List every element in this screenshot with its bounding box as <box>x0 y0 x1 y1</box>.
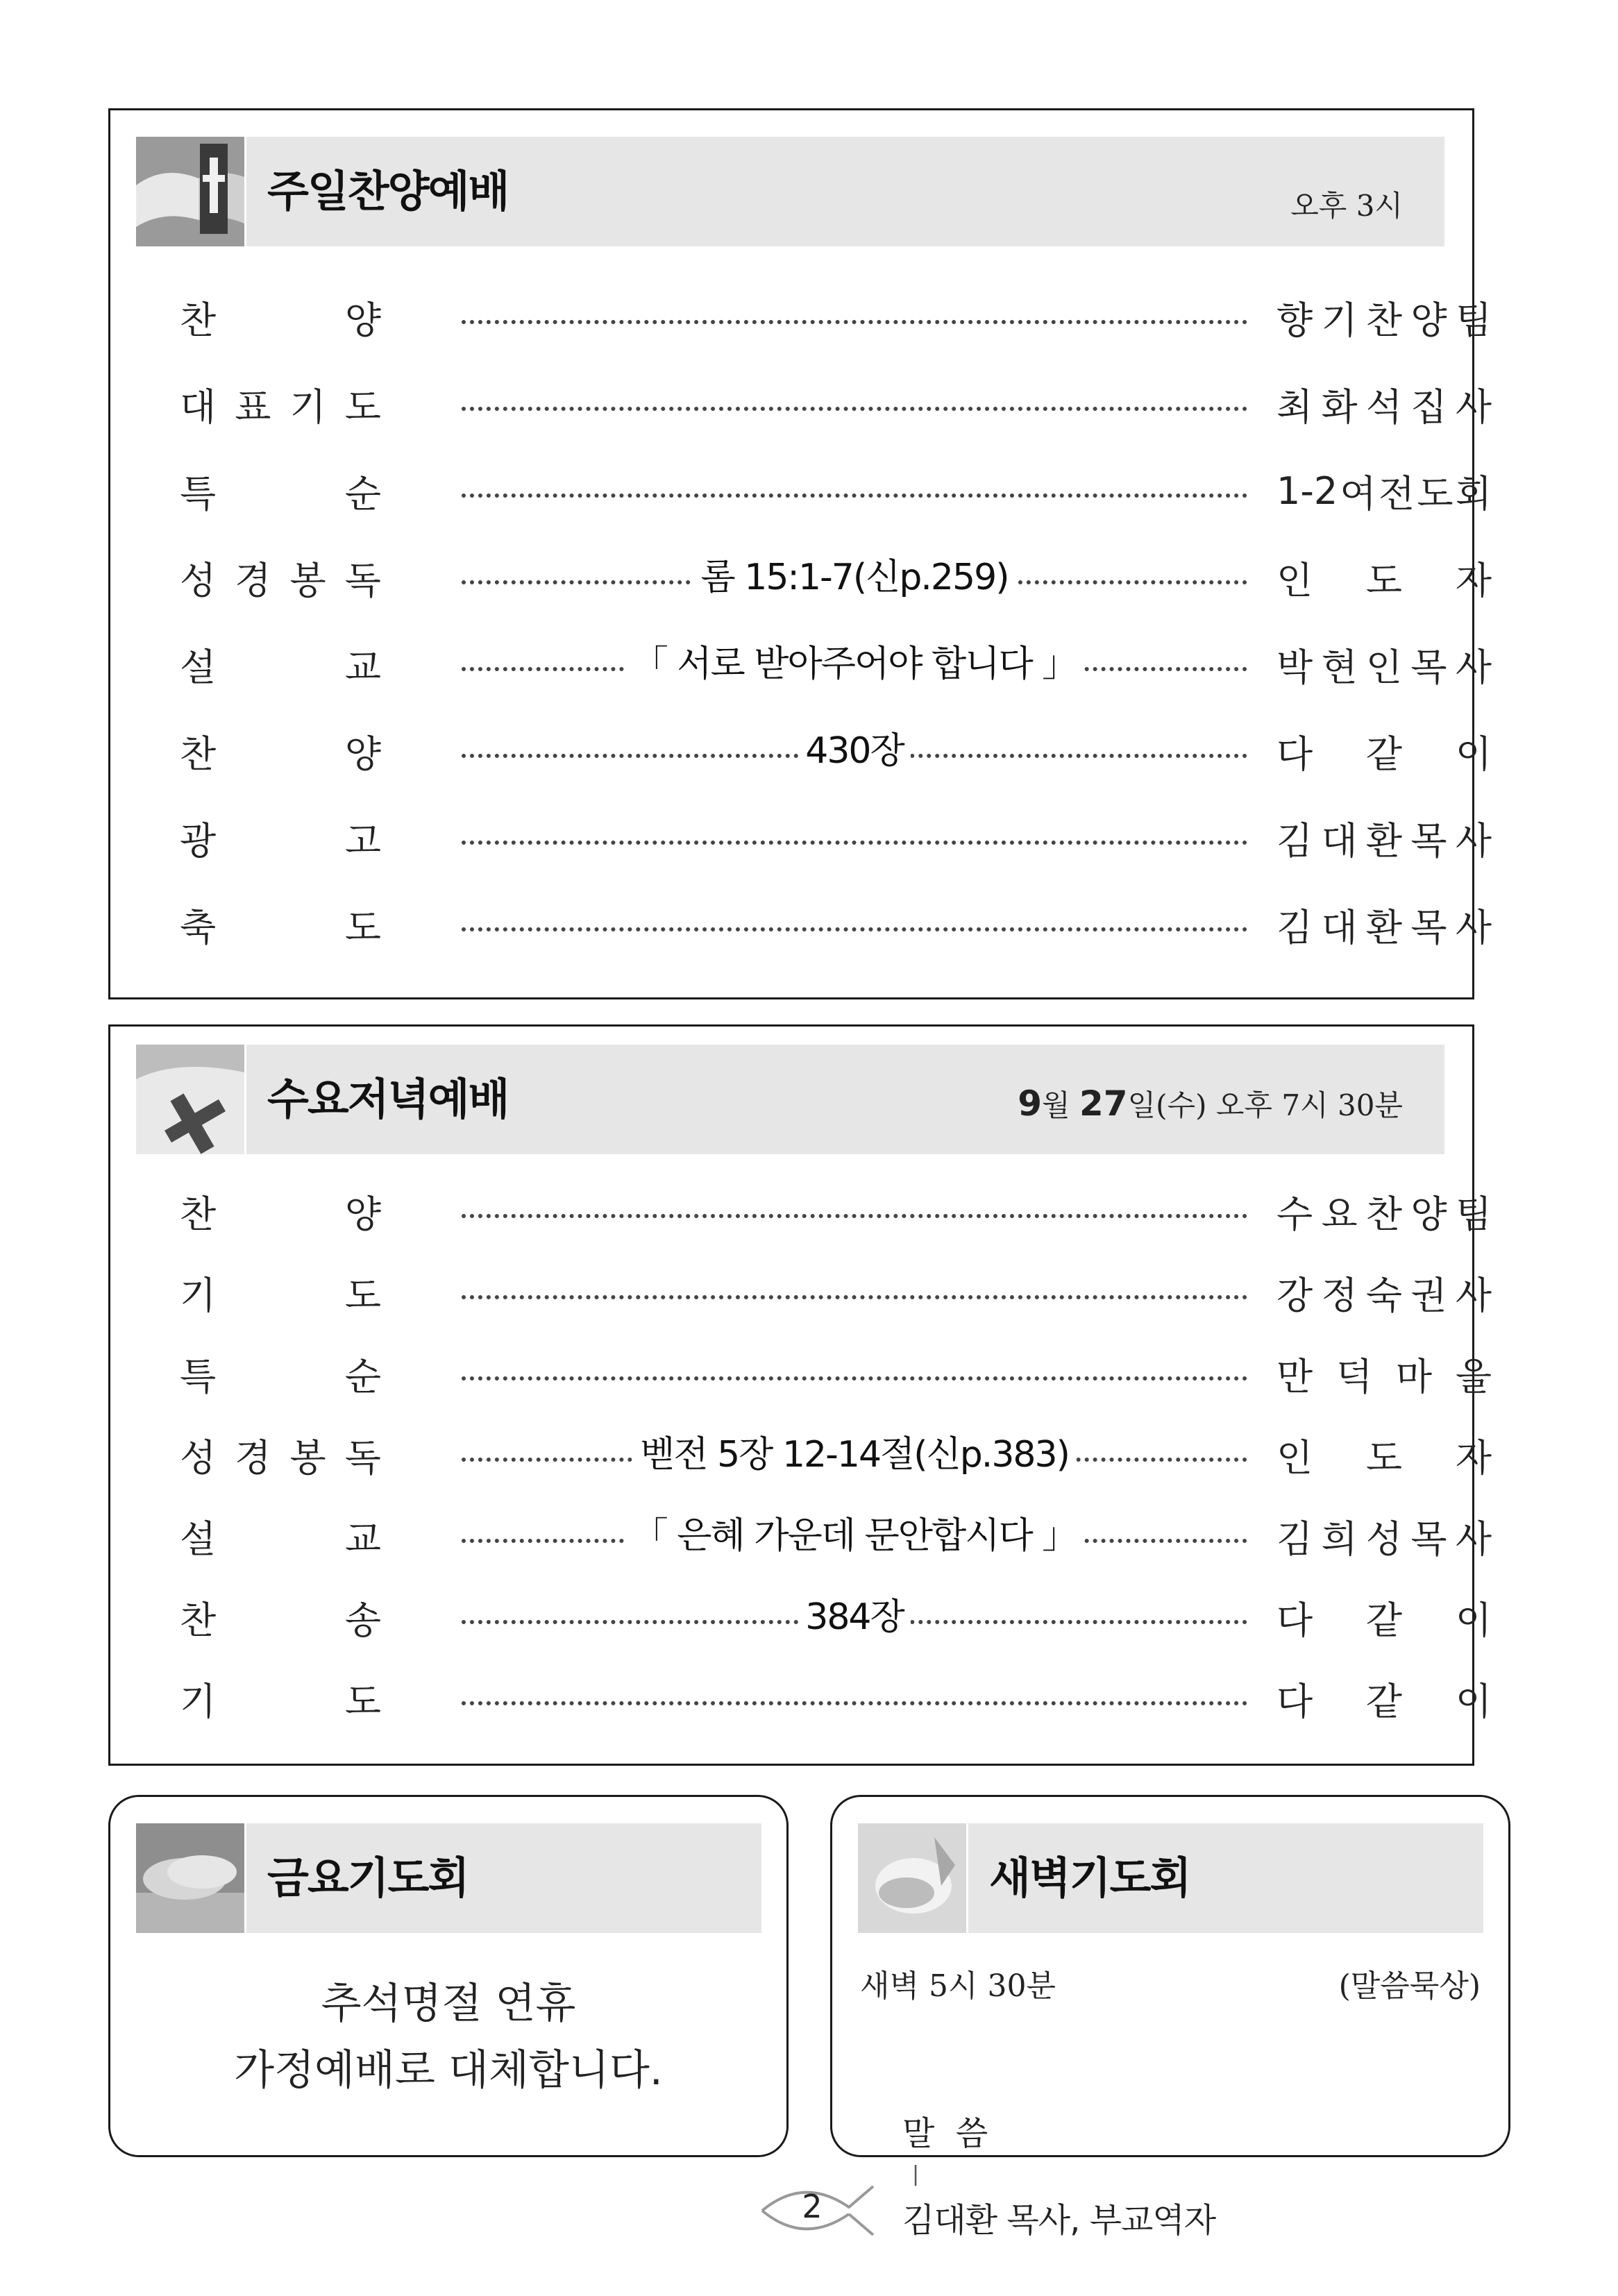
dotted-leader <box>462 407 1247 411</box>
order-leader-char: 김 <box>1276 1517 1313 1561</box>
order-leader-char: 마 <box>1395 1354 1433 1399</box>
order-leader-char: 사 <box>1455 818 1492 863</box>
wednesday-title: 수요저녁예배 <box>267 1074 509 1124</box>
order-label-char: 설 <box>180 1517 217 1561</box>
wednesday-time <box>1018 1045 1403 1154</box>
order-leader <box>1276 1265 1492 1320</box>
bible-cross-photo-icon <box>136 1045 244 1154</box>
order-row <box>152 1346 1492 1401</box>
bible-cross-photo-icon <box>136 137 244 246</box>
order-leader-char: 도 <box>1417 471 1453 516</box>
order-leader-char: 양 <box>1410 1192 1447 1236</box>
order-leader-char: 목 <box>1410 818 1447 863</box>
dotted-leader <box>462 1701 1247 1705</box>
order-leader <box>1276 1183 1492 1239</box>
order-leader <box>1276 376 1492 432</box>
order-leader-char: 여 <box>1340 471 1376 516</box>
order-leader-char: 전 <box>1378 471 1415 516</box>
order-label-char: 성 <box>180 558 217 602</box>
order-label-char: 기 <box>289 385 326 429</box>
order-label-char: 경 <box>235 558 271 602</box>
order-label-char: 찬 <box>180 298 217 342</box>
order-label-char: 양 <box>344 1192 381 1236</box>
order-label-char: 찬 <box>180 1192 217 1236</box>
order-label-char: 축 <box>180 905 217 949</box>
praying-hands-photo-icon <box>858 1823 966 1933</box>
order-leader-char: 목 <box>1410 645 1447 689</box>
order-leader-char: 정 <box>1321 1273 1358 1317</box>
order-leader-char: 목 <box>1410 1517 1447 1561</box>
dawn-type: (말씀묵상) <box>1338 1968 1481 2004</box>
order-leader-char: 기 <box>1321 298 1358 342</box>
dotted-leader <box>462 1214 1247 1218</box>
praying-hands-photo-icon <box>136 1823 244 1933</box>
order-label <box>180 550 381 605</box>
dawn-header-bar <box>968 1823 1483 1933</box>
order-leader-char: 사 <box>1455 905 1492 949</box>
order-label <box>180 897 381 952</box>
order-label-char: 도 <box>344 905 381 949</box>
order-leader-char: 김 <box>1276 818 1313 863</box>
order-leader-char: 다 <box>1276 1598 1313 1642</box>
order-leader-char: 환 <box>1365 818 1403 863</box>
order-label <box>180 1671 381 1726</box>
order-leader-char: 대 <box>1321 905 1358 949</box>
order-label-char: 도 <box>344 385 381 429</box>
order-leader <box>1276 636 1492 692</box>
order-leader-char: 환 <box>1365 905 1403 949</box>
dawn-title: 새벽기도회 <box>989 1852 1190 1903</box>
order-leader <box>1276 1671 1492 1726</box>
order-label-char: 독 <box>344 558 381 602</box>
order-label-char: 순 <box>344 471 381 516</box>
order-label <box>180 723 381 779</box>
wednesday-day: 27 <box>1079 1083 1128 1124</box>
sunday-title: 주일찬양예배 <box>267 166 509 217</box>
order-leader-char: 찬 <box>1365 298 1403 342</box>
order-label <box>180 1589 381 1645</box>
order-leader-char: 인 <box>1276 558 1313 602</box>
sunday-worship-panel <box>108 108 1492 999</box>
dotted-leader <box>462 1376 1247 1381</box>
order-leader-char: 덕 <box>1335 1354 1373 1399</box>
order-detail <box>462 1508 1247 1564</box>
dawn-sermon-separator: | <box>912 2162 920 2186</box>
order-label <box>180 1427 381 1483</box>
order-row <box>152 1671 1492 1726</box>
order-leader-char: 수 <box>1276 1192 1313 1236</box>
order-label-char: 도 <box>344 1273 381 1317</box>
wednesday-worship-panel <box>108 1024 1492 1766</box>
order-leader-char: 성 <box>1365 1517 1403 1561</box>
order-label-char: 봉 <box>289 558 326 602</box>
order-leader-char: 1-2 <box>1276 469 1338 513</box>
order-detail <box>462 636 1247 692</box>
order-row <box>152 376 1492 432</box>
friday-notice-line2: 가정예배로 대체합니다. <box>234 2046 663 2095</box>
order-row <box>152 1427 1492 1483</box>
dotted-leader <box>462 493 1247 498</box>
order-leader-char: 요 <box>1321 1192 1358 1236</box>
order-label <box>180 1346 381 1401</box>
order-label <box>180 376 381 432</box>
order-label-char: 봉 <box>289 1435 326 1480</box>
order-label-char: 양 <box>344 298 381 342</box>
order-label-char: 순 <box>344 1354 381 1399</box>
order-label-char: 표 <box>235 385 271 429</box>
order-label-char: 고 <box>344 818 381 863</box>
sunday-header-bar <box>246 137 1444 246</box>
order-label-char: 찬 <box>180 1598 217 1642</box>
order-leader-char: 박 <box>1276 645 1313 689</box>
order-leader-char: 인 <box>1365 645 1403 689</box>
order-leader-char: 인 <box>1276 1435 1313 1480</box>
wednesday-time-rest: 오후 7시 30분 <box>1215 1088 1403 1122</box>
order-detail-text: 벧전 5장 12-14절(신p.383) <box>633 1434 1076 1476</box>
order-leader <box>1276 550 1492 605</box>
dawn-prayer-panel <box>830 1795 1510 2240</box>
order-leader-char: 이 <box>1455 1679 1492 1723</box>
order-leader-char: 양 <box>1410 298 1447 342</box>
order-leader-char: 집 <box>1410 385 1447 429</box>
wednesday-header-bar <box>246 1045 1444 1154</box>
order-label-char: 교 <box>344 1517 381 1561</box>
order-label-char: 독 <box>344 1435 381 1480</box>
order-row <box>152 810 1492 866</box>
order-row <box>152 550 1492 605</box>
order-row <box>152 897 1492 952</box>
order-label-char: 찬 <box>180 732 217 776</box>
dawn-sermon-line <box>860 2068 1215 2280</box>
order-leader-char: 사 <box>1455 385 1492 429</box>
order-detail <box>462 550 1247 605</box>
order-detail <box>462 723 1247 779</box>
order-leader-char: 다 <box>1276 1679 1313 1723</box>
wednesday-month-unit: 월 <box>1042 1088 1070 1122</box>
order-row <box>152 1183 1492 1239</box>
order-leader-char: 김 <box>1276 905 1313 949</box>
order-leader-char: 팀 <box>1455 1192 1492 1236</box>
dotted-leader <box>462 841 1247 845</box>
order-label-char: 경 <box>235 1435 271 1480</box>
order-label-char: 성 <box>180 1435 217 1480</box>
order-label <box>180 463 381 518</box>
order-row <box>152 463 1492 518</box>
order-leader-char: 사 <box>1455 645 1492 689</box>
order-leader-char: 숙 <box>1365 1273 1403 1317</box>
order-detail <box>462 1589 1247 1645</box>
order-leader <box>1276 463 1492 518</box>
wednesday-month: 9 <box>1018 1083 1043 1124</box>
dotted-leader <box>462 927 1247 931</box>
order-detail-text: 384장 <box>798 1596 910 1638</box>
order-leader-char: 희 <box>1321 1517 1358 1561</box>
order-leader-char: 강 <box>1276 1273 1313 1317</box>
order-leader-char: 화 <box>1321 385 1358 429</box>
order-row <box>152 1265 1492 1320</box>
dawn-time: 새벽 5시 30분 <box>860 1968 1056 2004</box>
order-leader <box>1276 1346 1492 1401</box>
dawn-sermon-label: 말 씀 <box>902 2114 988 2153</box>
order-row <box>152 636 1492 692</box>
order-leader-char: 다 <box>1276 732 1313 776</box>
friday-title: 금요기도회 <box>267 1852 469 1903</box>
order-leader-char: 자 <box>1455 558 1492 602</box>
order-leader-char: 회 <box>1455 471 1492 516</box>
order-label <box>180 1508 381 1564</box>
order-label <box>180 636 381 692</box>
order-row <box>152 723 1492 779</box>
order-leader-char: 현 <box>1321 645 1358 689</box>
order-leader-char: 도 <box>1365 558 1403 602</box>
order-leader <box>1276 1589 1492 1645</box>
order-detail <box>462 1427 1247 1483</box>
order-leader-char: 같 <box>1365 1679 1403 1723</box>
dotted-leader <box>462 1295 1247 1299</box>
order-leader-char: 도 <box>1365 1435 1403 1480</box>
friday-notice-line1: 추석명절 연휴 <box>321 1980 576 2028</box>
order-detail-text: 「 서로 받아주어야 합니다 」 <box>625 643 1084 685</box>
order-leader <box>1276 810 1492 866</box>
friday-prayer-panel <box>108 1795 789 2157</box>
order-label-char: 특 <box>180 471 217 516</box>
dawn-sermon-names: 김대환 목사, 부교역자 <box>902 2201 1216 2240</box>
friday-header-bar <box>246 1823 761 1933</box>
order-leader-char: 같 <box>1365 1598 1403 1642</box>
order-leader-char: 대 <box>1321 818 1358 863</box>
order-detail-text: 롬 15:1-7(신p.259) <box>694 557 1016 598</box>
order-label-char: 송 <box>344 1598 381 1642</box>
sunday-time: 오후 3시 <box>1290 189 1403 223</box>
wednesday-day-unit: 일(수) <box>1127 1088 1207 1122</box>
order-label-char: 기 <box>180 1273 217 1317</box>
order-leader-char: 을 <box>1455 1354 1492 1399</box>
order-label-char: 광 <box>180 818 217 863</box>
order-leader <box>1276 1427 1492 1483</box>
order-leader-char: 권 <box>1410 1273 1447 1317</box>
order-leader-char: 사 <box>1455 1273 1492 1317</box>
order-label-char: 기 <box>180 1679 217 1723</box>
order-label <box>180 289 381 345</box>
order-label-char: 도 <box>344 1679 381 1723</box>
order-leader-char: 석 <box>1365 385 1403 429</box>
order-detail-text: 430장 <box>798 730 910 772</box>
order-leader-char: 향 <box>1276 298 1313 342</box>
order-row <box>152 1589 1492 1645</box>
order-label <box>180 1265 381 1320</box>
order-row <box>152 1508 1492 1564</box>
order-leader-char: 같 <box>1365 732 1403 776</box>
page-number: 2 <box>802 2188 823 2225</box>
order-leader <box>1276 897 1492 952</box>
order-label-char: 특 <box>180 1354 217 1399</box>
order-label-char: 교 <box>344 645 381 689</box>
order-detail-text: 「 은혜 가운데 문안합시다 」 <box>625 1515 1084 1557</box>
order-leader-char: 자 <box>1455 1435 1492 1480</box>
order-leader-char: 사 <box>1455 1517 1492 1561</box>
order-leader-char: 이 <box>1455 732 1492 776</box>
order-label-char: 대 <box>180 385 217 429</box>
order-leader-char: 목 <box>1410 905 1447 949</box>
order-leader-char: 찬 <box>1365 1192 1403 1236</box>
order-label-char: 설 <box>180 645 217 689</box>
order-label <box>180 1183 381 1239</box>
order-label-char: 양 <box>344 732 381 776</box>
order-leader <box>1276 289 1492 345</box>
dotted-leader <box>462 320 1247 324</box>
order-label <box>180 810 381 866</box>
order-leader-char: 이 <box>1455 1598 1492 1642</box>
order-leader-char: 최 <box>1276 385 1313 429</box>
order-row <box>152 289 1492 345</box>
order-leader <box>1276 1508 1492 1564</box>
order-leader <box>1276 723 1492 779</box>
order-leader-char: 팀 <box>1455 298 1492 342</box>
order-leader-char: 만 <box>1276 1354 1313 1399</box>
